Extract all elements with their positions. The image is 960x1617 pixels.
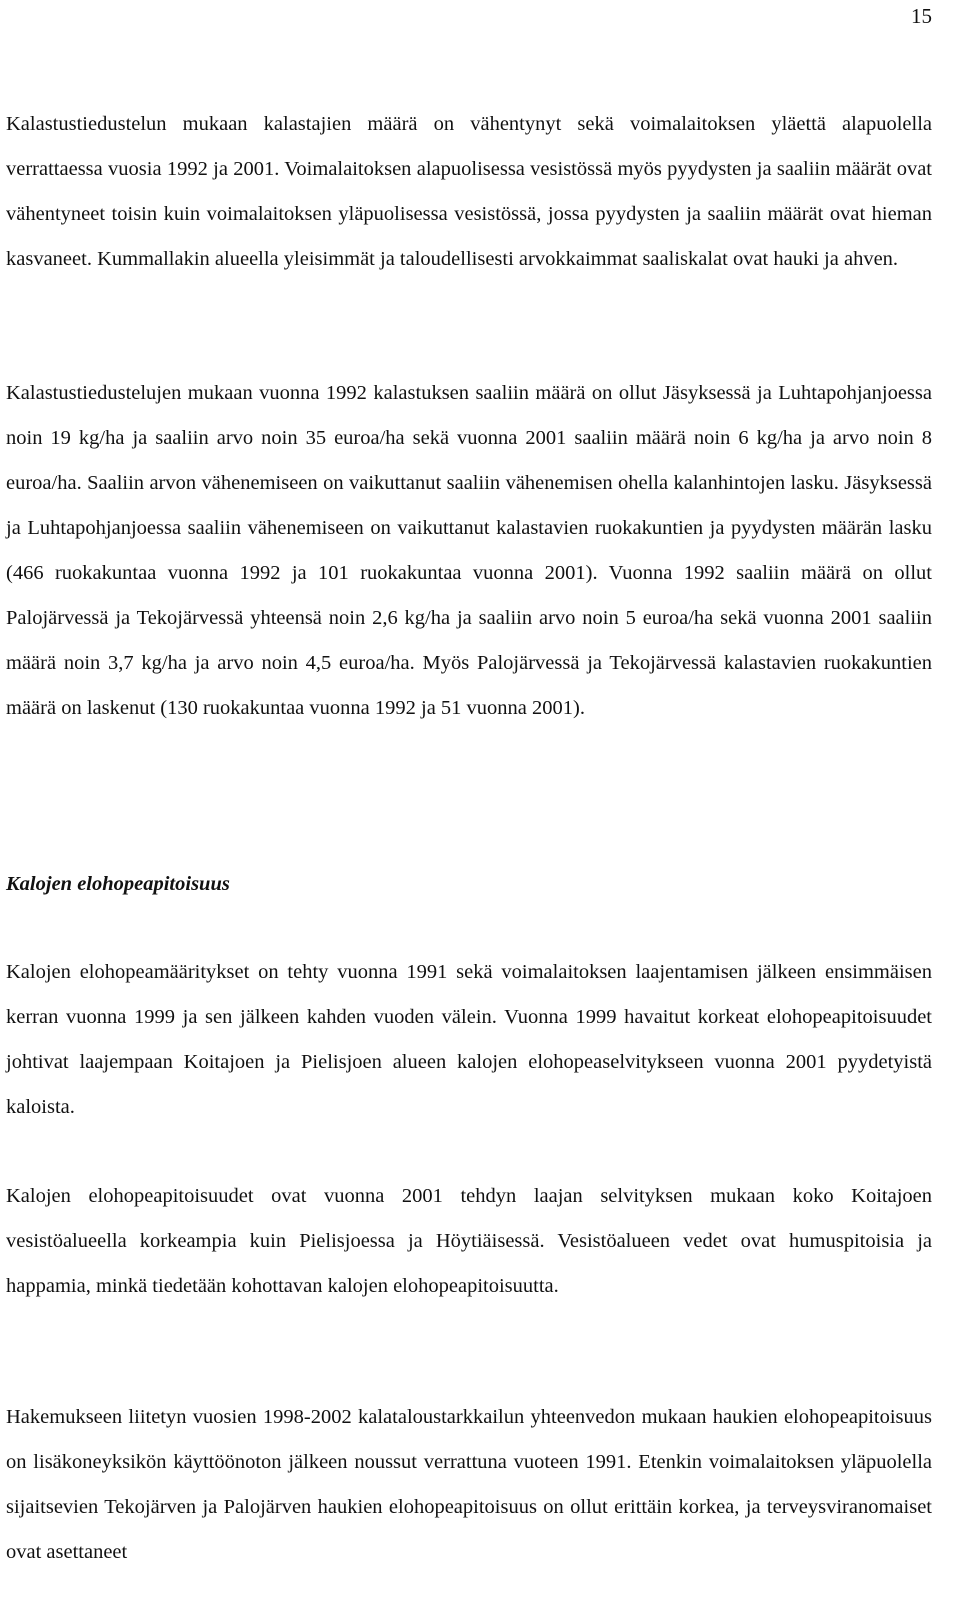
paragraph-mercury-measurements: Kalojen elohopeamääritykset on tehty vuonna 1991 sekä voimalaitoksen laajentamisen jälkeen ensimmäisen kerran vuonna 1999 ja sen jälkeen kahden vuoden välein. Vuonna 1999 havaitut korkeat elohopeapitoisuudet johtivat laajempaan Koitajoen ja Pielisjoen alueen kalojen elohopeaselvitykseen vuonna 2001 pyydetyistä kaloista.: [6, 961, 932, 1118]
paragraph-catch-statistics: Kalastustiedustelujen mukaan vuonna 1992 kalastuksen saaliin määrä on ollut Jäsyksessä ja Luhtapohjanjoessa noin 19 kg/ha ja saaliin arvo noin 35 euroa/ha sekä vuonna 2001 saaliin määrä noin 6 kg/ha ja arvo noin 8 euroa/ha. Saaliin arvon vähenemiseen on vaikuttanut saaliin vähenemisen ohella kalanhintojen lasku. Jäsyksessä ja Luhtapohjanjoessa saaliin vähenemiseen on vaikuttanut kalastavien ruokakuntien ja pyydysten määrän lasku (466 ruokakuntaa vuonna 1992 ja 101 ruokakuntaa vuonna 2001). Vuonna 1992 saaliin määrä on ollut Palojärvessä ja Tekojärvessä yhteensä noin 2,6 kg/ha ja saaliin arvo noin 5 euroa/ha sekä vuonna 2001 saaliin määrä noin 3,7 kg/ha ja arvo noin 4,5 euroa/ha. Myös Palojärvessä ja Tekojärvessä kalastavien ruokakuntien määrä on laskenut (130 ruokakuntaa vuonna 1992 ja 51 vuonna 2001).: [6, 382, 932, 719]
paragraph-mercury-levels: Kalojen elohopeapitoisuudet ovat vuonna 2001 tehdyn laajan selvityksen mukaan koko Koitajoen vesistöalueella korkeampia kuin Pielisjoessa ja Höytiäisessä. Vesistöalueen vedet ovat humuspitoisia ja happamia, minkä tiedetään kohottavan kalojen elohopeapitoisuutta.: [6, 1185, 932, 1297]
page-number: 15: [911, 4, 932, 28]
paragraph-pike-mercury: Hakemukseen liitetyn vuosien 1998-2002 kalataloustarkkailun yhteenvedon mukaan haukien elohopeapitoisuus on lisäkoneyksikön käyttöönoton jälkeen noussut verrattuna vuoteen 1991. Etenkin voimalaitoksen yläpuolella sijaitsevien Tekojärven ja Palojärven haukien elohopeapitoisuus on ollut erittäin korkea, ja terveysviranomaiset ovat asettaneet: [6, 1406, 932, 1563]
paragraph-fishing-survey: Kalastustiedustelun mukaan kalastajien määrä on vähentynyt sekä voimalaitoksen yläettä alapuolella verrattaessa vuosia 1992 ja 2001. Voimalaitoksen alapuolisessa vesistössä myös pyydysten ja saaliin määrät ovat vähentyneet toisin kuin voimalaitoksen yläpuolisessa vesistössä, jossa pyydysten ja saaliin määrät ovat hieman kasvaneet. Kummallakin alueella yleisimmät ja taloudellisesti arvokkaimmat saaliskalat ovat hauki ja ahven.: [6, 113, 932, 270]
section-heading-mercury: Kalojen elohopeapitoisuus: [6, 873, 230, 895]
